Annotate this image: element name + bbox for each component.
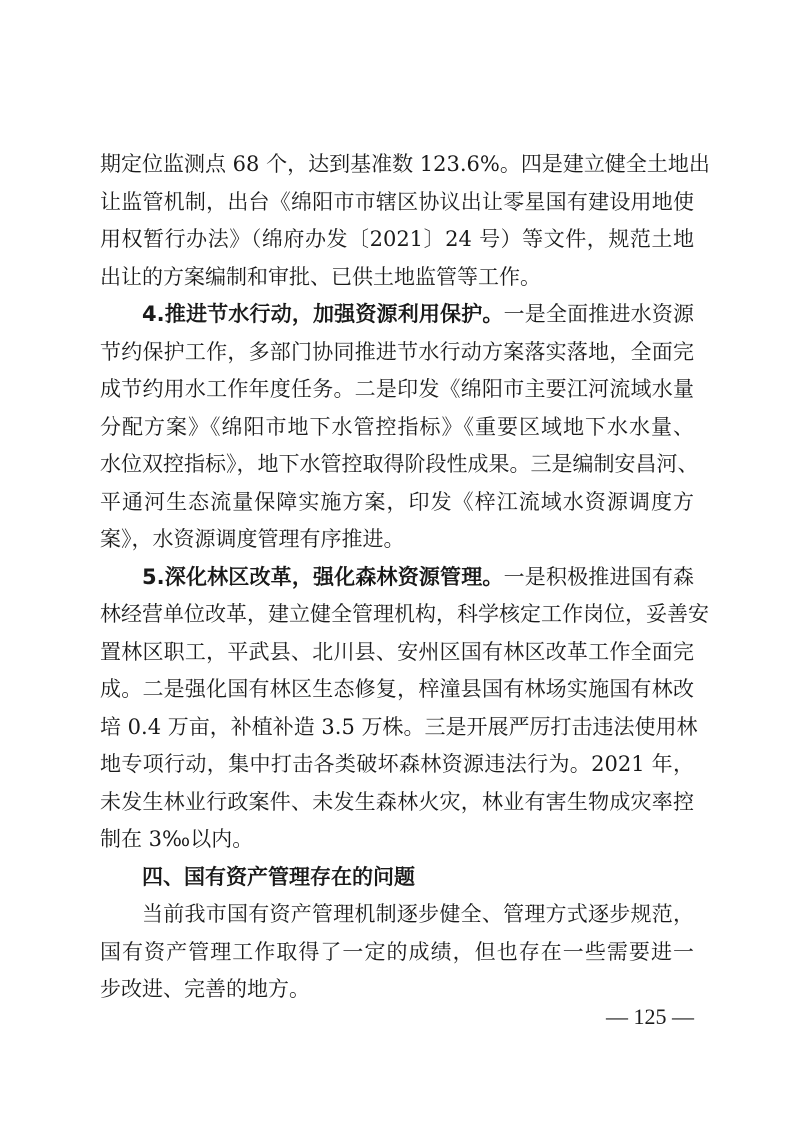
- text-line: 让监管机制，出台《绵阳市市辖区协议出让零星国有建设用地使: [100, 189, 694, 214]
- text-line: 当前我市国有资产管理机制逐步健全、管理方式逐步规范，: [142, 902, 694, 926]
- text-line: 水位双控指标》，地下水管控取得阶段性成果。三是编制安昌河、: [100, 452, 699, 476]
- chapter-heading: 四、国有资产管理存在的问题: [142, 864, 415, 889]
- text-line: 出让的方案编制和审批、已供土地监管等工作。: [100, 264, 541, 289]
- section-4-first-line: [100, 296, 694, 334]
- text-line: 培 0.4 万亩，补植补造 3.5 万株。三是开展严厉打击违法使用林: [100, 714, 698, 739]
- text-line: 案》，水资源调度管理有序推进。: [100, 527, 405, 551]
- text-line: 林经营单位改革，建立健全管理机构，科学核定工作岗位，妥善安: [100, 602, 709, 626]
- text-line: 制在 3‰以内。: [100, 827, 254, 851]
- text-line: 用权暂行办法》（绵府办发〔2021〕24 号）等文件，规范土地: [100, 227, 694, 251]
- section-5-first-line: [100, 559, 694, 597]
- text-line: 成。二是强化国有林区生态修复，梓潼县国有林场实施国有林改: [100, 677, 694, 701]
- text-line: 分配方案》《绵阳市地下水管控指标》《重要区域地下水水量、: [100, 414, 694, 439]
- text-line: 未发生林业行政案件、未发生森林火灾，林业有害生物成灾率控: [100, 789, 694, 814]
- text-line: 平通河生态流量保障实施方案，印发《梓江流域水资源调度方: [100, 489, 694, 514]
- text-line: 国有资产管理工作取得了一定的成绩，但也存在一些需要进一: [100, 939, 694, 964]
- text-fragment: 一是积极推进国有森: [503, 564, 695, 589]
- section-4-heading: 4.推进节水行动，加强资源利用保护。: [142, 302, 504, 326]
- page-number: — 125 —: [606, 1004, 694, 1029]
- text-line: 置林区职工，平武县、北川县、安州区国有林区改革工作全面完: [100, 639, 694, 664]
- text-fragment: 一是全面推进水资源: [503, 302, 695, 326]
- section-5-heading: 5.深化林区改革，强化森林资源管理。: [142, 564, 504, 589]
- text-line: 成节约用水工作年度任务。二是印发《绵阳市主要江河流域水量: [100, 377, 694, 401]
- body-text: [100, 146, 710, 1009]
- text-line: 期定位监测点 68 个，达到基准数 123.6%。四是建立健全土地出: [100, 152, 710, 176]
- text-line: 地专项行动，集中打击各类破坏森林资源违法行为。2021 年，: [100, 752, 694, 776]
- text-line: 步改进、完善的地方。: [100, 977, 310, 1001]
- text-line: 节约保护工作，多部门协同推进节水行动方案落实落地，全面完: [100, 339, 694, 364]
